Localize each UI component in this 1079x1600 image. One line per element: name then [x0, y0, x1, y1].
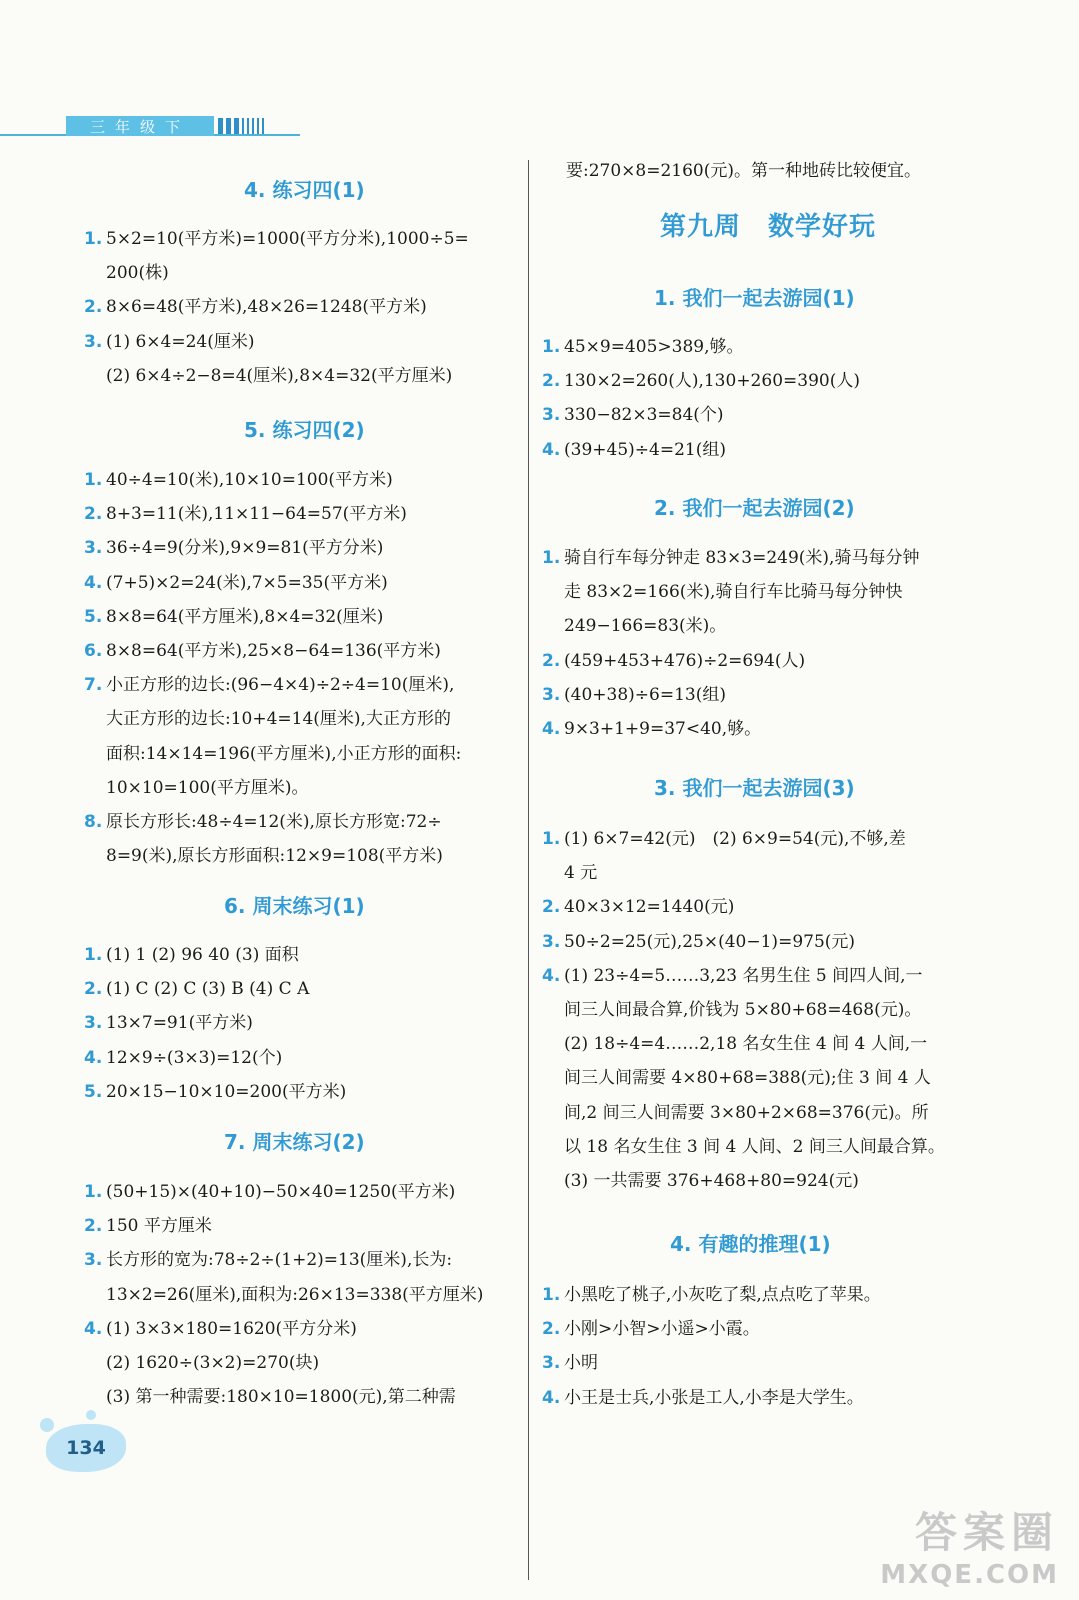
grade-label: 三年级下 — [66, 116, 214, 136]
item-text: (1) C (2) C (3) B (4) C A — [106, 979, 310, 1000]
item-text: 小明 — [564, 1353, 598, 1374]
answer-continuation — [84, 839, 443, 873]
item-text: (1) 1 (2) 96 40 (3) 面积 — [106, 945, 299, 965]
item-text: 40÷4=10(米),10×10=100(平方米) — [106, 470, 393, 490]
answer-item — [84, 463, 393, 497]
answer-item — [542, 541, 919, 575]
item-text: 5×2=10(平方米)=1000(平方分米),1000÷5= — [106, 229, 469, 249]
watermark-url: MXQE.COM — [880, 1560, 1059, 1590]
section-title: 1. 我们一起去游园(1) — [654, 286, 855, 310]
item-number: 4. — [542, 719, 561, 739]
item-text: 大正方形的边长:10+4=14(厘米),大正方形的 — [106, 709, 451, 730]
item-text: 330−82×3=84(个) — [564, 405, 724, 426]
answer-item — [542, 398, 724, 432]
answer-item — [84, 1312, 357, 1346]
item-text: (40+38)÷6=13(组) — [564, 684, 726, 705]
answer-item — [542, 1346, 598, 1380]
section-title: 4. 有趣的推理(1) — [670, 1232, 831, 1256]
item-text: 8×6=48(平方米),48×26=1248(平方米) — [106, 297, 427, 318]
grade-band — [0, 116, 300, 138]
bubble-decoration — [86, 1410, 96, 1420]
item-text: 以 18 名女生住 3 间 4 人间、2 间三人间最合算。 — [564, 1136, 945, 1157]
chapter-title: 第九周 数学好玩 — [660, 212, 877, 242]
item-number: 4. — [84, 572, 103, 593]
answer-item — [84, 805, 442, 839]
item-number: 3. — [84, 1250, 103, 1271]
item-text: 249−166=83(米)。 — [564, 616, 727, 637]
answer-item — [542, 433, 726, 467]
item-number: 4. — [542, 439, 561, 460]
item-text: 8+3=11(米),11×11−64=57(平方米) — [106, 504, 407, 525]
item-number: 2. — [542, 1319, 561, 1340]
answer-item — [84, 531, 383, 565]
answer-item — [542, 890, 734, 924]
answer-item — [84, 1075, 346, 1109]
item-number: 2. — [84, 504, 103, 525]
answer-continuation — [542, 1164, 859, 1198]
item-number: 3. — [542, 1353, 561, 1374]
answer-continuation — [542, 609, 726, 643]
item-number: 3. — [542, 931, 561, 952]
section-title: 7. 周末练习(2) — [224, 1130, 365, 1154]
item-text: 13×7=91(平方米) — [106, 1013, 253, 1034]
item-text: 间三人间需要 4×80+68=388(元);住 3 间 4 人 — [564, 1068, 931, 1089]
answer-item — [84, 566, 388, 600]
item-text: (2) 18÷4=4……2,18 名女生住 4 间 4 人间,一 — [564, 1034, 928, 1055]
answer-item — [542, 364, 860, 398]
item-text: 长方形的宽为:78÷2÷(1+2)=13(厘米),长为: — [106, 1250, 453, 1271]
answer-item — [84, 290, 427, 324]
item-text: 小正方形的边长:(96−4×4)÷2÷4=10(厘米), — [106, 675, 455, 696]
page-number: 134 — [66, 1437, 106, 1459]
item-number: 3. — [542, 684, 561, 705]
item-text: (1) 23÷4=5……3,23 名男生住 5 间四人间,一 — [564, 965, 923, 986]
item-number: 4. — [542, 1387, 561, 1408]
item-number: 1. — [84, 229, 103, 249]
answer-item — [84, 600, 383, 634]
answer-item — [84, 1006, 253, 1040]
item-number: 4. — [84, 1047, 103, 1068]
item-text: 走 83×2=166(米),骑自行车比骑马每分钟快 — [564, 582, 903, 603]
item-text: 骑自行车每分钟走 83×3=249(米),骑马每分钟 — [564, 548, 920, 568]
item-text: 36÷4=9(分米),9×9=81(平方分米) — [106, 538, 384, 559]
answer-item — [84, 972, 309, 1006]
page-number-badge — [46, 1424, 126, 1472]
item-text: 4 元 — [564, 863, 598, 884]
answer-item — [542, 822, 906, 856]
section-title: 4. 练习四(1) — [244, 178, 365, 202]
item-text: 面积:14×14=196(平方厘米),小正方形的面积: — [106, 743, 462, 764]
answer-item — [542, 925, 855, 959]
item-number: 2. — [542, 371, 561, 392]
item-text: 原长方形长:48÷4=12(米),原长方形宽:72÷ — [106, 812, 442, 832]
answer-item — [84, 325, 255, 359]
item-number: 1. — [84, 945, 103, 965]
item-text: 20×15−10×10=200(平方米) — [106, 1081, 347, 1102]
answer-item — [84, 1243, 452, 1277]
item-number: 3. — [84, 331, 103, 352]
item-text: 150 平方厘米 — [106, 1216, 212, 1237]
item-number: 2. — [542, 650, 561, 671]
answer-item — [84, 222, 469, 256]
item-text: (2) 6×4÷2−8=4(厘米),8×4=32(平方厘米) — [106, 365, 453, 386]
item-number: 3. — [84, 1013, 103, 1034]
answer-item — [542, 1381, 864, 1415]
item-number: 2. — [542, 897, 561, 918]
item-number: 1. — [84, 470, 103, 490]
item-text: 40×3×12=1440(元) — [564, 897, 735, 918]
answer-item — [84, 1175, 455, 1209]
item-text: (1) 3×3×180=1620(平方分米) — [106, 1318, 357, 1339]
item-number: 7. — [84, 675, 103, 696]
section-title: 3. 我们一起去游园(3) — [654, 776, 855, 800]
item-number: 2. — [84, 1216, 103, 1237]
item-text: (1) 6×7=42(元) (2) 6×9=54(元),不够,差 — [564, 829, 906, 849]
answer-continuation — [84, 1346, 319, 1380]
item-text: 9×3+1+9=37<40,够。 — [564, 719, 762, 739]
continued-line: 要:270×8=2160(元)。第一种地砖比较便宜。 — [566, 161, 922, 181]
item-text: 小刚>小智>小遥>小霞。 — [564, 1319, 760, 1340]
answer-item — [84, 497, 407, 531]
item-text: 130×2=260(人),130+260=390(人) — [564, 371, 860, 392]
item-text: (1) 6×4=24(厘米) — [106, 331, 255, 352]
item-number: 2. — [84, 979, 103, 1000]
watermark — [819, 1500, 1059, 1590]
answer-item — [542, 959, 923, 993]
answer-item — [84, 1041, 282, 1075]
item-number: 4. — [84, 1318, 103, 1339]
grade-stripes — [218, 118, 264, 134]
item-text: (2) 1620÷(3×2)=270(块) — [106, 1353, 320, 1373]
item-text: 50÷2=25(元),25×(40−1)=975(元) — [564, 931, 856, 952]
answer-item — [542, 712, 761, 746]
answer-continuation — [84, 1278, 483, 1312]
answer-item — [84, 938, 299, 972]
item-number: 8. — [84, 812, 103, 832]
answer-continuation — [84, 256, 169, 290]
answer-item — [542, 1278, 881, 1312]
item-text: (459+453+476)÷2=694(人) — [564, 650, 806, 671]
item-text: 8×8=64(平方米),25×8−64=136(平方米) — [106, 641, 441, 661]
answer-item — [84, 634, 441, 668]
answer-continuation — [84, 771, 308, 805]
answer-item — [542, 678, 726, 712]
section-title: 2. 我们一起去游园(2) — [654, 496, 855, 520]
item-number: 2. — [84, 297, 103, 318]
item-text: (50+15)×(40+10)−50×40=1250(平方米) — [106, 1182, 456, 1202]
item-text: 小王是士兵,小张是工人,小李是大学生。 — [564, 1387, 864, 1408]
answer-item — [84, 1209, 212, 1243]
item-text: (3) 第一种需要:180×10=1800(元),第二种需 — [106, 1387, 456, 1408]
answer-continuation — [84, 359, 452, 393]
answer-continuation — [542, 1027, 927, 1061]
item-text: 12×9÷(3×3)=12(个) — [106, 1047, 283, 1068]
item-number: 3. — [84, 538, 103, 559]
watermark-logo: 答案圈 — [914, 1508, 1059, 1557]
answer-item — [542, 1312, 760, 1346]
item-number: 5. — [84, 606, 103, 627]
item-number: 1. — [542, 337, 561, 357]
item-text: (39+45)÷4=21(组) — [564, 439, 726, 460]
answer-continuation — [84, 1380, 456, 1414]
item-text: 8=9(米),原长方形面积:12×9=108(平方米) — [106, 846, 443, 867]
answer-item — [84, 668, 454, 702]
item-number: 1. — [542, 548, 561, 568]
answer-continuation — [542, 1130, 945, 1164]
answer-continuation — [542, 1061, 931, 1095]
item-number: 3. — [542, 405, 561, 426]
answer-item — [542, 330, 743, 364]
item-number: 6. — [84, 641, 103, 661]
item-number: 5. — [84, 1081, 103, 1102]
answer-continuation — [84, 702, 451, 736]
answer-continuation — [542, 993, 921, 1027]
bubble-decoration — [40, 1418, 54, 1432]
item-text: 10×10=100(平方厘米)。 — [106, 777, 309, 798]
section-title: 6. 周末练习(1) — [224, 894, 365, 918]
column-divider — [528, 160, 529, 1580]
item-text: 200(株) — [106, 263, 169, 284]
item-text: 小黑吃了桃子,小灰吃了梨,点点吃了苹果。 — [564, 1285, 881, 1305]
item-text: 间三人间最合算,价钱为 5×80+68=468(元)。 — [564, 1000, 922, 1020]
answer-continuation — [84, 737, 461, 771]
answer-continuation — [542, 856, 597, 890]
item-number: 1. — [542, 829, 561, 849]
item-text: (3) 一共需要 376+468+80=924(元) — [564, 1171, 859, 1191]
item-number: 1. — [84, 1182, 103, 1202]
item-text: 13×2=26(厘米),面积为:26×13=338(平方厘米) — [106, 1284, 484, 1305]
item-number: 4. — [542, 965, 561, 986]
item-text: 45×9=405>389,够。 — [564, 337, 744, 357]
answer-continuation — [542, 575, 902, 609]
section-title: 5. 练习四(2) — [244, 418, 365, 442]
item-text: (7+5)×2=24(米),7×5=35(平方米) — [106, 572, 388, 593]
answer-item — [542, 644, 805, 678]
item-text: 间,2 间三人间需要 3×80+2×68=376(元)。所 — [564, 1102, 929, 1123]
item-number: 1. — [542, 1285, 561, 1305]
answer-continuation — [542, 1096, 929, 1130]
item-text: 8×8=64(平方厘米),8×4=32(厘米) — [106, 606, 384, 627]
